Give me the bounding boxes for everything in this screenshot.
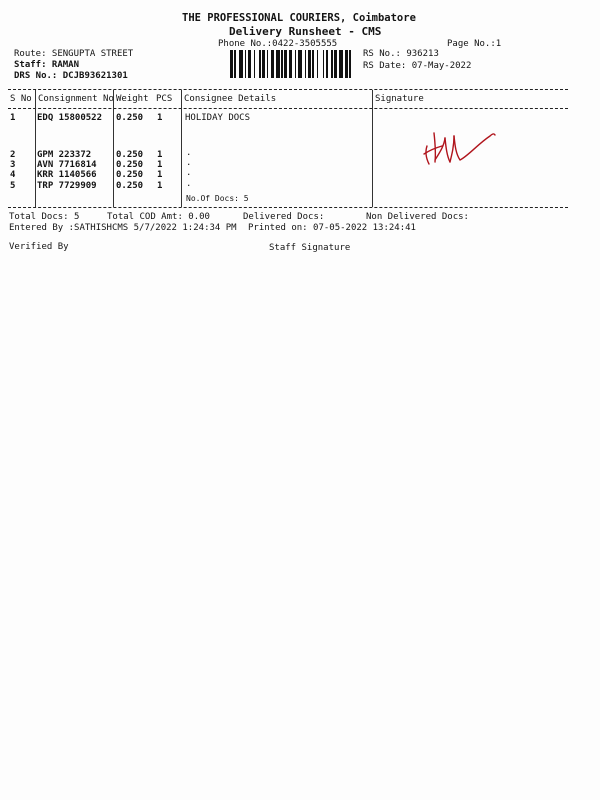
phone-number: Phone No.:0422-3505555: [218, 39, 338, 49]
entered-by: Entered By :SATHISHCMS 5/7/2022 1:24:34 PM: [9, 223, 237, 233]
row-5-weight: 0.250: [116, 181, 144, 191]
barcode-icon: [230, 50, 354, 78]
row-3-weight: 0.250: [116, 160, 144, 170]
handwritten-signature: [418, 124, 498, 170]
column-divider: [372, 90, 373, 207]
total-docs: Total Docs: 5: [9, 212, 80, 222]
table-top-rule: [8, 89, 568, 90]
verified-by: Verified By: [9, 242, 69, 252]
row-3-consignment: AVN 7716814: [37, 160, 97, 170]
col-header-signature: Signature: [375, 94, 424, 104]
row-4-consignment: KRR 1140566: [37, 170, 97, 180]
row-5-sno: 5: [10, 181, 16, 191]
row-1-consignment: EDQ 15800522: [37, 113, 103, 123]
col-header-consignment: Consignment No: [38, 94, 114, 104]
page-number: Page No.:1: [447, 39, 502, 49]
no-of-docs: No.Of Docs: 5: [186, 194, 249, 203]
col-header-consignee: Consignee Details: [184, 94, 277, 104]
row-4-consignee: .: [186, 168, 192, 178]
non-delivered-docs: Non Delivered Docs:: [366, 212, 469, 222]
row-2-consignee: .: [186, 148, 192, 158]
column-divider: [35, 90, 36, 207]
row-1-sno: 1: [10, 113, 16, 123]
column-divider: [181, 90, 182, 207]
row-4-sno: 4: [10, 170, 16, 180]
row-2-consignment: GPM 223372: [37, 150, 92, 160]
col-header-sno: S No: [10, 94, 32, 104]
rs-number: RS No.: 936213: [363, 49, 439, 59]
row-5-consignment: TRP 7729909: [37, 181, 97, 191]
row-2-weight: 0.250: [116, 150, 144, 160]
col-header-pcs: PCS: [156, 94, 173, 104]
row-2-sno: 2: [10, 150, 16, 160]
row-1-pcs: 1: [157, 113, 163, 123]
row-5-consignee: .: [186, 179, 192, 189]
row-4-pcs: 1: [157, 170, 163, 180]
table-bottom-rule: [8, 207, 568, 208]
row-4-weight: 0.250: [116, 170, 144, 180]
col-header-weight: Weight: [116, 94, 149, 104]
document-title: Delivery Runsheet - CMS: [229, 25, 382, 38]
rs-date: RS Date: 07-May-2022: [363, 61, 472, 71]
total-cod-amount: Total COD Amt: 0.00: [107, 212, 210, 222]
row-2-pcs: 1: [157, 150, 163, 160]
row-3-sno: 3: [10, 160, 16, 170]
company-name: THE PROFESSIONAL COURIERS, Coimbatore: [182, 12, 416, 24]
table-header-rule: [8, 108, 568, 109]
column-divider: [113, 90, 114, 207]
staff-label: Staff: RAMAN: [14, 60, 80, 70]
row-1-weight: 0.250: [116, 113, 144, 123]
row-3-consignee: .: [186, 158, 192, 168]
row-5-pcs: 1: [157, 181, 163, 191]
drs-number: DRS No.: DCJB93621301: [14, 71, 128, 81]
route-label: Route: SENGUPTA STREET: [14, 49, 134, 59]
staff-signature-label: Staff Signature: [269, 243, 351, 253]
delivered-docs: Delivered Docs:: [243, 212, 325, 222]
row-3-pcs: 1: [157, 160, 163, 170]
printed-on: Printed on: 07-05-2022 13:24:41: [248, 223, 416, 233]
row-1-consignee: HOLIDAY DOCS: [185, 113, 251, 123]
